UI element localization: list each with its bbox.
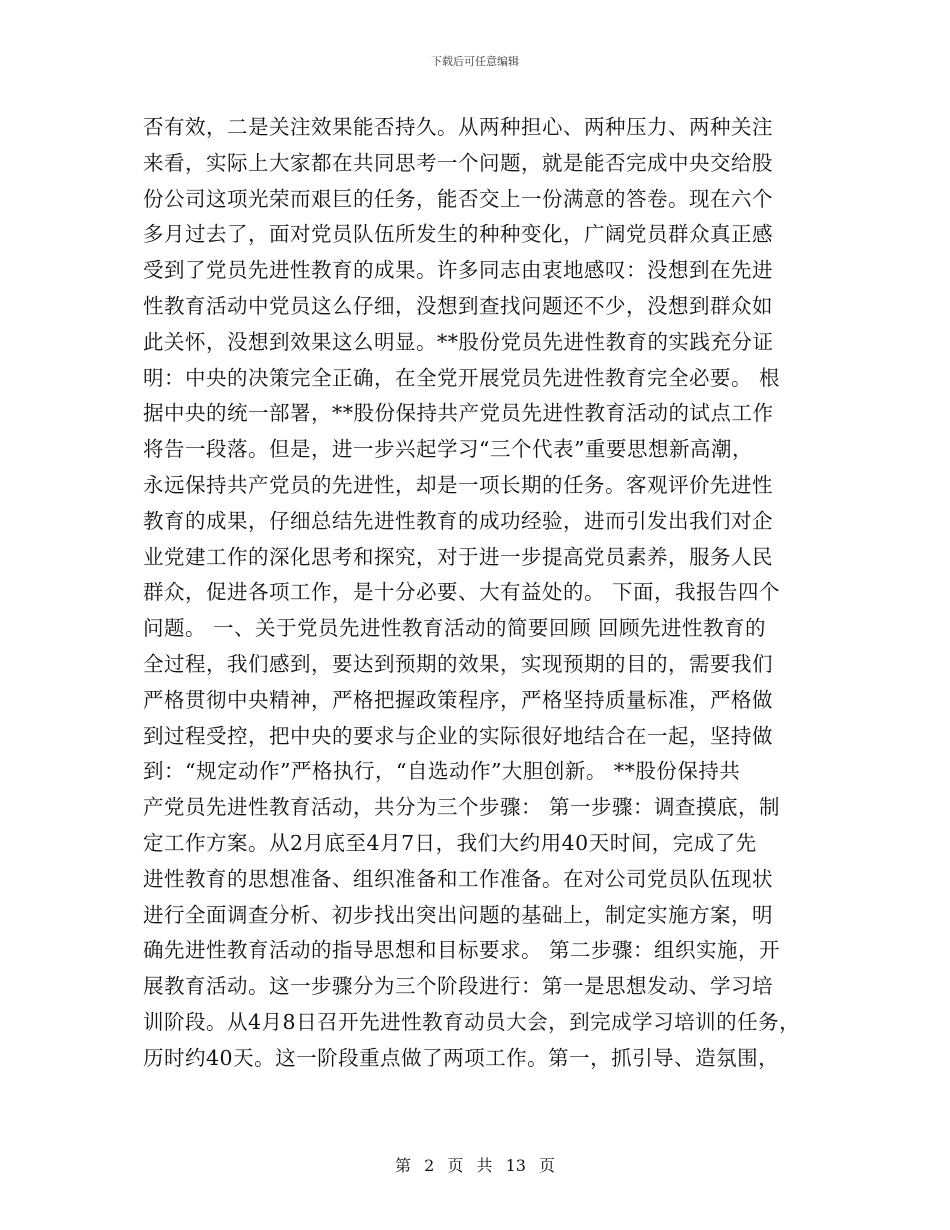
text-line: 进行全面调查分析、初步找出突出问题的基础上，制定实施方案，明	[143, 902, 773, 927]
text-line: 受到了党员先进性教育的成果。许多同志由衷地感叹：没想到在先进	[143, 258, 773, 283]
text-line: 多月过去了，面对党员队伍所发生的种种变化，广阔党员群众真正感	[143, 222, 773, 247]
text-line: 问题。 一、关于党员先进性教育活动的简要回顾 回顾先进性教育的	[143, 616, 767, 641]
text-line: 据中央的统一部署，**股份保持共产党员先进性教育活动的试点工作	[143, 401, 774, 426]
body-text	[143, 110, 823, 1077]
text-line: 永远保持共产党员的先进性，却是一项长期的任务。客观评价先进性	[143, 472, 773, 497]
footer-page-label: 页	[447, 1156, 464, 1175]
text-line: 性教育活动中党员这么仔细，没想到查找问题还不少，没想到群众如	[143, 293, 773, 318]
page-header-note: 下载后可任意编辑	[431, 55, 519, 68]
footer-suffix: 页	[539, 1156, 556, 1175]
text-line: 将告一段落。但是，进一步兴起学习“三个代表”重要思想新高潮，	[143, 437, 753, 462]
text-line: 产党员先进性教育活动，共分为三个步骤： 第一步骤：调查摸底，制	[143, 795, 781, 820]
footer-total-pages: 13	[505, 1156, 526, 1175]
text-line: 严格贯彻中央精神，严格把握政策程序，严格坚持质量标准，严格做	[143, 687, 773, 712]
text-line: 历时约40天。这一阶段重点做了两项工作。第一，抓引导、造氛围，	[143, 1045, 780, 1070]
page-footer	[0, 1153, 950, 1176]
text-line: 展教育活动。这一步骤分为三个阶段进行：第一是思想发动、学习培	[143, 974, 773, 999]
footer-prefix: 第	[394, 1156, 411, 1175]
footer-total-label: 共	[476, 1156, 493, 1175]
text-line: 确先进性教育活动的指导思想和目标要求。 第二步骤：组织实施，开	[143, 938, 781, 963]
footer-page-number: 2	[424, 1156, 435, 1175]
text-line: 全过程，我们感到，要达到预期的效果，实现预期的目的，需要我们	[143, 651, 773, 676]
text-line: 教育的成果，仔细总结先进性教育的成功经验，进而引发出我们对企	[143, 508, 773, 533]
text-line: 此关怀，没想到效果这么明显。**股份党员先进性教育的实践充分证	[143, 329, 774, 354]
text-line: 来看，实际上大家都在共同思考一个问题，就是能否完成中央交给股	[143, 150, 773, 175]
text-line: 份公司这项光荣而艰巨的任务，能否交上一份满意的答卷。现在六个	[143, 186, 773, 211]
text-line: 进性教育的思想准备、组织准备和工作准备。在对公司党员队伍现状	[143, 866, 773, 891]
text-line: 明：中央的决策完全正确，在全党开展党员先进性教育完全必要。 根	[143, 365, 781, 390]
text-line: 群众，促进各项工作，是十分必要、大有益处的。 下面，我报告四个	[143, 580, 781, 605]
text-line: 定工作方案。从2月底至4月7日，我们大约用40天时间，完成了先	[143, 830, 757, 855]
text-line: 否有效，二是关注效果能否持久。从两种担心、两种压力、两种关注	[143, 115, 773, 139]
text-line: 到：“规定动作”严格执行，“自选动作”大胆创新。 **股份保持共	[143, 759, 741, 784]
text-line: 训阶段。从4月8日召开先进性教育动员大会，到完成学习培训的任务，	[143, 1009, 801, 1034]
text-line: 业党建工作的深化思考和探究，对于进一步提高党员素养，服务人民	[143, 544, 773, 569]
text-line: 到过程受控，把中央的要求与企业的实际很好地结合在一起，坚持做	[143, 723, 773, 748]
